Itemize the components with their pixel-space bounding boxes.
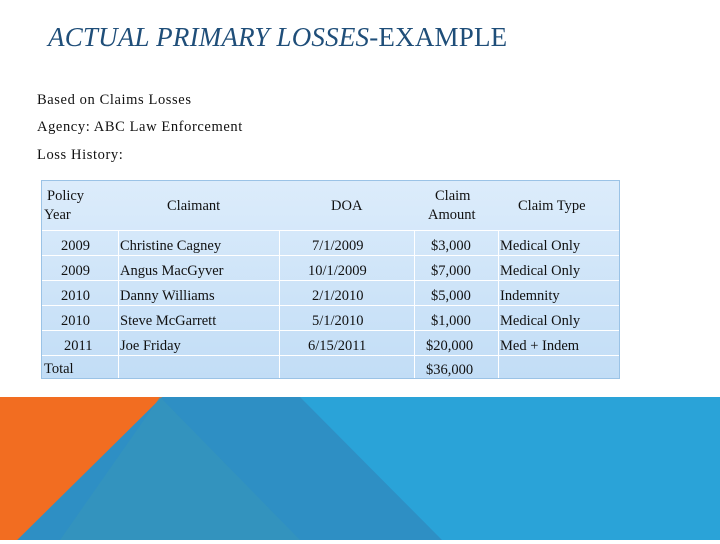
row4-amount: $1,000	[431, 313, 471, 329]
header-policy-year-line2: Year	[44, 207, 71, 223]
total-amount: $36,000	[426, 362, 474, 378]
row1-year: 2009	[61, 238, 90, 254]
row3-year: 2010	[61, 288, 90, 304]
row2-year: 2009	[61, 263, 90, 279]
header-claim-type: Claim Type	[518, 198, 586, 214]
info-line-agency: Agency: ABC Law Enforcement	[37, 119, 243, 135]
header-claim-amount-line1: Claim	[435, 188, 471, 204]
header-claimant: Claimant	[167, 198, 221, 214]
header-doa: DOA	[331, 198, 363, 214]
bottom-decorative-band	[0, 397, 720, 540]
row4-claimant: Steve McGarrett	[120, 313, 217, 329]
info-line-basis: Based on Claims Losses	[37, 92, 192, 108]
info-line-history: Loss History:	[37, 147, 124, 163]
row1-claimant: Christine Cagney	[120, 238, 222, 254]
row2-claimant: Angus MacGyver	[120, 263, 224, 279]
header-policy-year-line1: Policy	[47, 188, 85, 204]
bottom-shapes	[0, 397, 720, 540]
slide-title-italic: ACTUAL PRIMARY LOSSES	[48, 22, 370, 52]
row1-doa: 7/1/2009	[312, 238, 364, 254]
row3-type: Indemnity	[500, 288, 560, 304]
row4-type: Medical Only	[500, 313, 581, 329]
slide-title-rest: -EXAMPLE	[369, 22, 508, 52]
row5-doa: 6/15/2011	[308, 338, 367, 354]
row1-amount: $3,000	[431, 238, 471, 254]
row5-type: Med + Indem	[500, 338, 580, 354]
row4-doa: 5/1/2010	[312, 313, 364, 329]
loss-history-table	[41, 180, 620, 379]
row2-doa: 10/1/2009	[308, 263, 367, 279]
row5-year: 2011	[64, 338, 93, 354]
row2-type: Medical Only	[500, 263, 581, 279]
row3-amount: $5,000	[431, 288, 471, 304]
row3-doa: 2/1/2010	[312, 288, 364, 304]
row3-claimant: Danny Williams	[120, 288, 215, 304]
row2-amount: $7,000	[431, 263, 471, 279]
slide-title	[48, 22, 507, 53]
row4-year: 2010	[61, 313, 90, 329]
row1-type: Medical Only	[500, 238, 581, 254]
header-claim-amount-line2: Amount	[428, 207, 476, 223]
row5-claimant: Joe Friday	[120, 338, 181, 354]
row5-amount: $20,000	[426, 338, 474, 354]
total-label: Total	[44, 361, 74, 377]
